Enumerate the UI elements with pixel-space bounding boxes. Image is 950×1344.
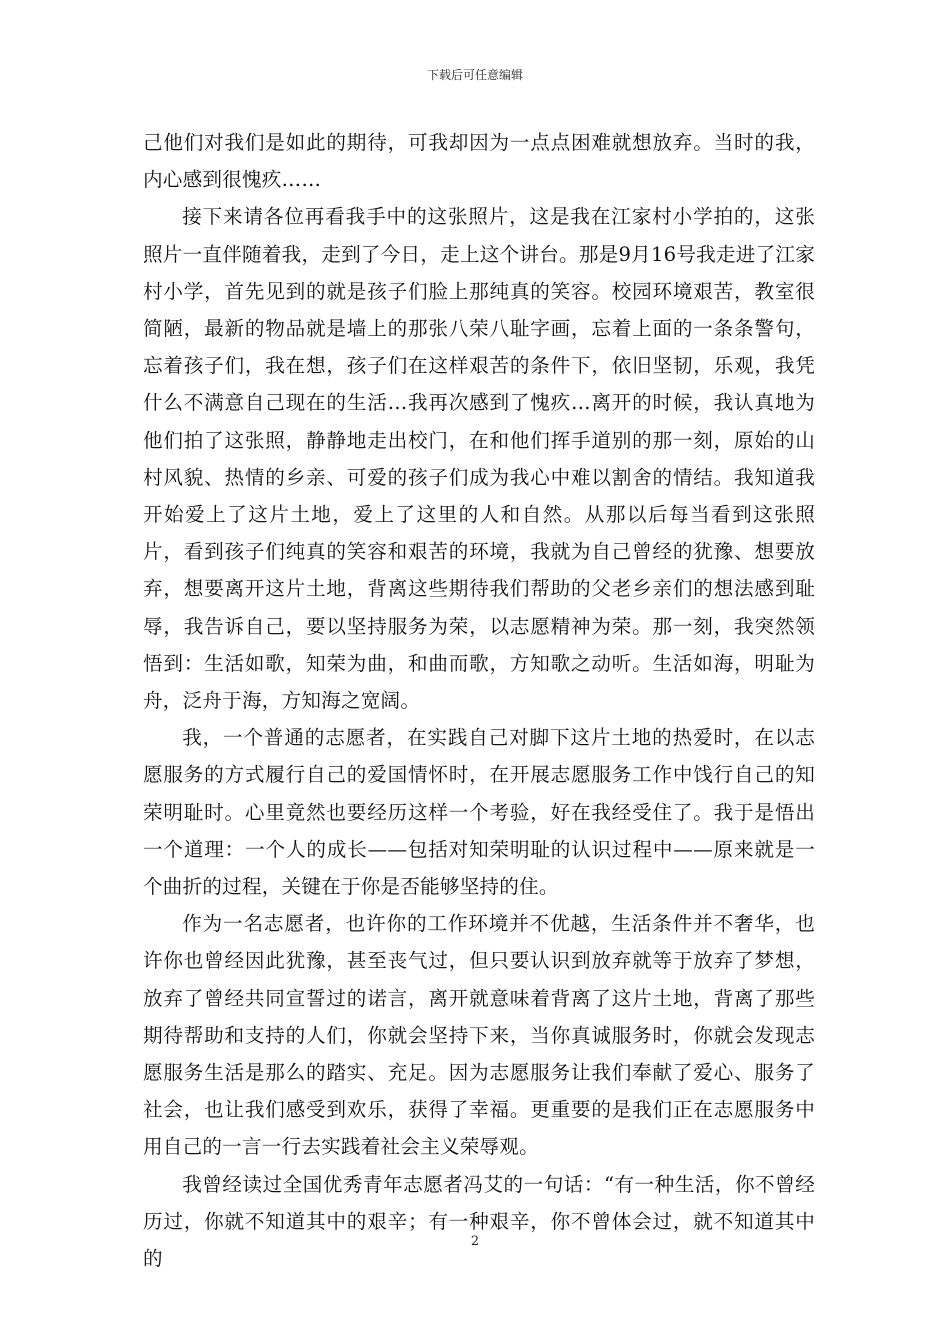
page-number: 2 — [470, 1234, 480, 1249]
paragraph-volunteer: 我，一个普通的志愿者，在实践自己对脚下这片土地的热爱时，在以志愿服务的方式履行自己的爱国情怀时，在开展志愿服务工作中饯行自己的知荣明耻时。心里竟然也要经历这样一个考验，好在我经受住了。我于是悟出一个道理：一个人的成长——包括对知荣明耻的认识过程中——原来就是一个曲折的过程，关键在于你是否能够坚持的住。 — [143, 726, 815, 899]
paragraph-photo: 接下来请各位再看我手中的这张照片，这是我在江家村小学拍的，这张照片一直伴随着我，走到了今日，走上这个讲台。那是9月16号我走进了江家村小学，首先见到的就是孩子们脸上那纯真的笑容。校园环境艰苦，教室很简陋，最新的物品就是墙上的那张八荣八耻字画，忘着上面的一条条警句，忘着孩子们，我在想，孩子们在这样艰苦的条件下，依旧坚韧，乐观，我凭什么不满意自己现在的生活…我再次感到了愧疚…离开的时候，我认真地为他们拍了这张照，静静地走出校门，在和他们挥手道别的那一刻，原始的山村风貌、热情的乡亲、可爱的孩子们成为我心中难以割舍的情结。我知道我开始爱上了这片土地，爱上了这里的人和自然。从那以后每当看到这张照片，看到孩子们纯真的笑容和艰苦的环境，我就为自己曾经的犹豫、想要放弃，想要离开这片土地，背离这些期待我们帮助的父老乡亲们的想法感到耻辱，我告诉自己，要以坚持服务为荣，以志愿精神为荣。那一刻，我突然领悟到：生活如歌，知荣为曲，和曲而歌，方知歌之动听。生活如海，明耻为舟，泛舟于海，方知海之宽阔。 — [143, 205, 815, 713]
paragraph-as-volunteer: 作为一名志愿者，也许你的工作环境并不优越，生活条件并不奢华，也许你也曾经因此犹豫，甚至丧气过，但只要认识到放弃就等于放弃了梦想，放弃了曾经共同宣誓过的诺言，离开就意味着背离了这片土地，背离了那些期待帮助和支持的人们，你就会坚持下来，当你真诚服务时，你就会发现志愿服务生活是那么的踏实、充足。因为志愿服务让我们奉献了爱心、服务了社会，也让我们感受到欢乐，获得了幸福。更重要的是我们正在志愿服务中用自己的一言一行去实践着社会主义荣辱观。 — [143, 912, 815, 1159]
paragraph-quote: 我曾经读过全国优秀青年志愿者冯艾的一句话：“有一种生活，你不曾经历过，你就不知道其中的艰辛；有一种艰辛，你不曾体会过，就不知道其中的 — [143, 1172, 815, 1271]
document-body — [143, 124, 815, 1277]
paragraph-continuation: 己他们对我们是如此的期待，可我却因为一点点困难就想放弃。当时的我，内心感到很愧疚…… — [143, 131, 815, 192]
page-header: 下载后可任意编辑 — [426, 68, 523, 82]
